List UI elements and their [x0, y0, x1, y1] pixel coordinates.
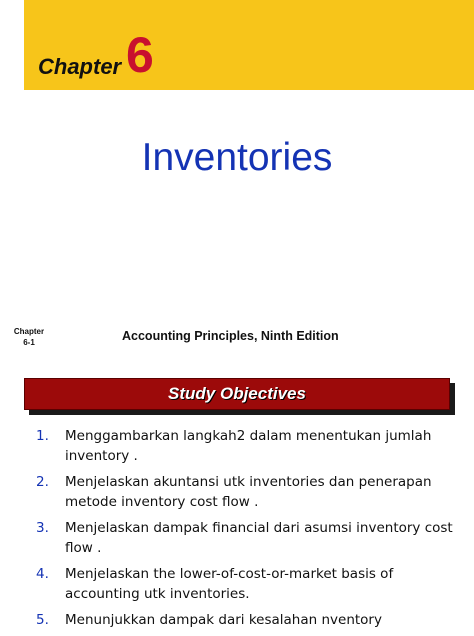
- chapter-number: 6: [126, 27, 154, 83]
- list-number: 4.: [36, 566, 49, 582]
- list-text: Menggambarkan langkah2 dalam menentukan jumlah inventory .: [65, 428, 432, 464]
- list-text: Menjelaskan dampak financial dari asumsi inventory cost flow .: [65, 520, 453, 556]
- objectives-slide: [0, 360, 474, 632]
- slide-number-value: 6-1: [23, 338, 35, 347]
- study-objectives-banner: [24, 378, 450, 410]
- list-text: Menjelaskan the lower-of-cost-or-market basis of accounting utk inventories.: [65, 566, 394, 602]
- list-item: [36, 610, 460, 630]
- list-item: [36, 518, 460, 558]
- banner-title: Study Objectives: [168, 384, 306, 403]
- chapter-banner: [24, 0, 474, 90]
- list-number: 5.: [36, 612, 49, 628]
- list-item: [36, 564, 460, 604]
- list-text: Menunjukkan dampak dari kesalahan nventory: [65, 612, 382, 628]
- list-text: Menjelaskan akuntansi utk inventories dan penerapan metode inventory cost flow .: [65, 474, 432, 510]
- list-number: 3.: [36, 520, 49, 536]
- list-item: [36, 472, 460, 512]
- objectives-list: [36, 426, 460, 636]
- slide-title: Inventories: [141, 136, 333, 179]
- slide-number: [6, 326, 52, 348]
- list-number: 1.: [36, 428, 49, 444]
- list-item: [36, 426, 460, 466]
- list-number: 2.: [36, 474, 49, 490]
- chapter-label: Chapter: [38, 54, 122, 79]
- book-title: Accounting Principles, Ninth Edition: [122, 329, 339, 343]
- slide-number-label: Chapter: [13, 327, 45, 336]
